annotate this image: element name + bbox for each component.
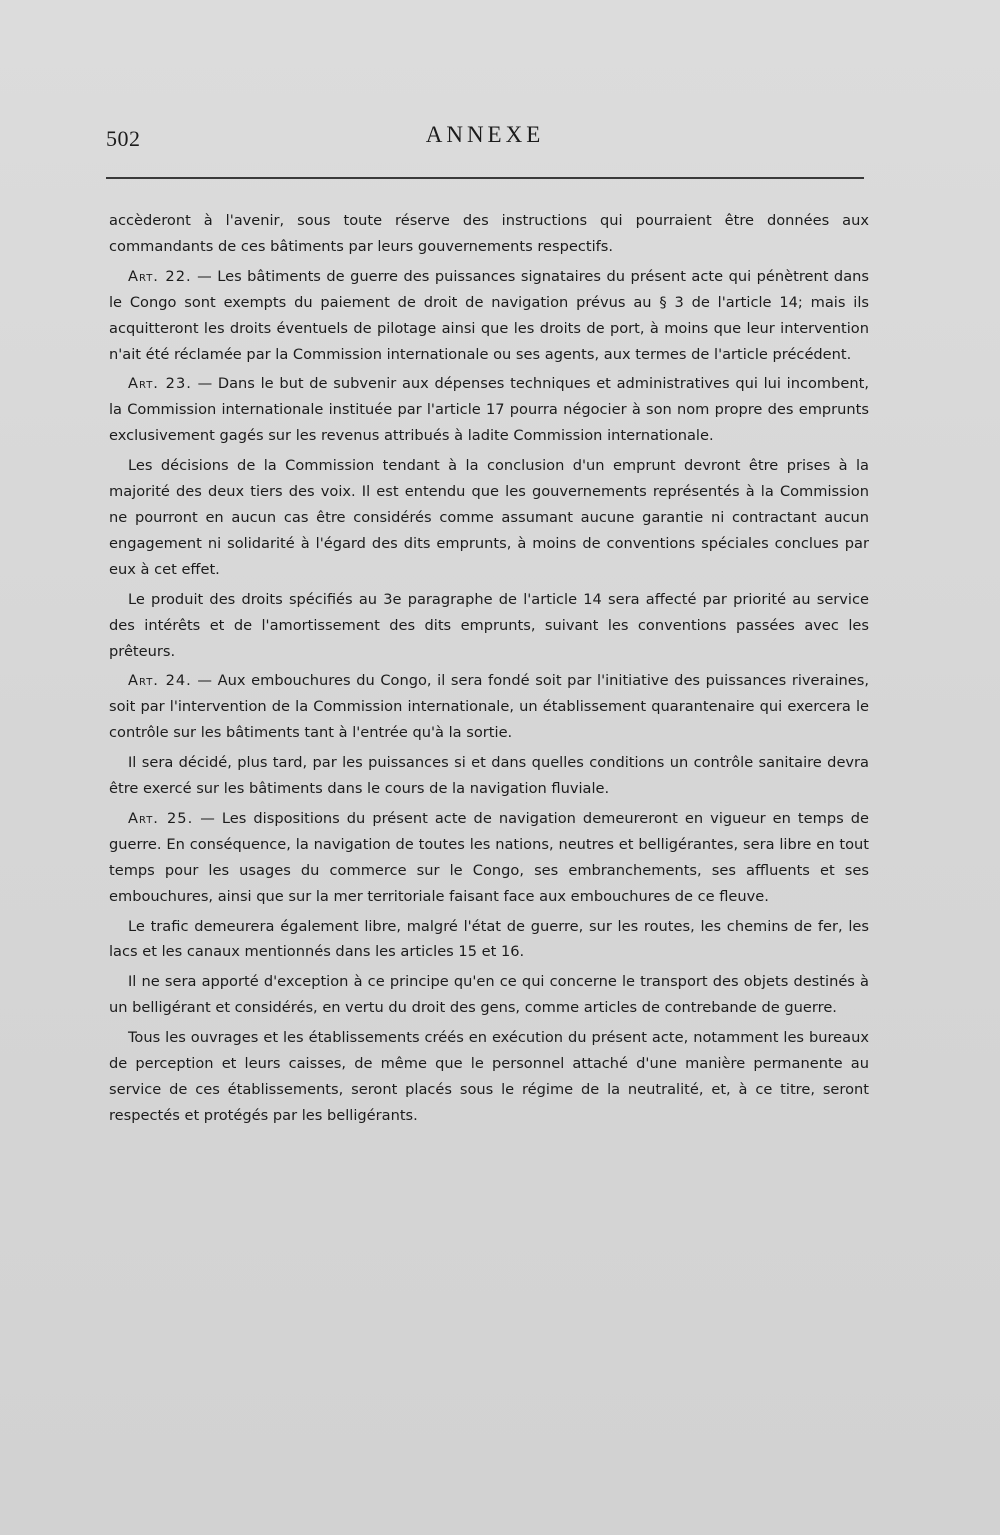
article-25-label: Art. 25. (128, 809, 194, 827)
paragraph-ouvrages: Tous les ouvrages et les établissements créés en exécution du présent acte, notamment les bureaux de perception et leurs caisses, de même que le personnel attaché d'une manière permanente au service de ces établissements, seront placés sous le régime de la neutralité, et, à ce titre, seront respectés et protégés par les belligérants. (109, 1029, 869, 1124)
page-header (106, 118, 864, 158)
article-25 (109, 806, 869, 910)
article-23 (109, 371, 869, 449)
running-title: ANNEXE (425, 122, 545, 147)
body-text (109, 208, 869, 1133)
article-25-text: — Les dispositions du présent acte de navigation demeureront en vigueur en temps de guerre. En conséquence, la navigation de toutes les nations, neutres et belligérantes, sera libre en tout temps pour les usages du commerce sur le Congo, ses embranchements, ses affluents et ses embouchures, ainsi que sur la mer territoriale faisant face aux embouchures de ce fleuve. (109, 809, 869, 905)
article-23-text: — Dans le but de subvenir aux dépenses techniques et administratives qui lui incombent, la Commission internationale instituée par l'article 17 pourra négocier à son nom propre des emprunts exclusivement gagés sur les revenus attribués à ladite Commission internationale. (109, 375, 869, 445)
header-rule (106, 177, 864, 179)
paragraph-continuation: accèderont à l'avenir, sous toute réserve des instructions qui pourraient être données aux commandants de ces bâtiments par leurs gouvernements respectifs. (109, 212, 869, 255)
paragraph-sanitaire: Il sera décidé, plus tard, par les puissances si et dans quelles conditions un contrôle sanitaire devra être exercé sur les bâtiments dans le cours de la navigation fluviale. (109, 754, 869, 798)
article-24-text: — Aux embouchures du Congo, il sera fondé soit par l'initiative des puissances riveraines, soit par l'intervention de la Commission internationale, un établissement quarantenaire qui exercera le contrôle sur les bâtiments tant à l'entrée qu'à la sortie. (109, 672, 869, 742)
paragraph-trafic: Le trafic demeurera également libre, malgré l'état de guerre, sur les routes, les chemins de fer, les lacs et les canaux mentionnés dans les articles 15 et 16. (109, 917, 869, 961)
article-22-label: Art. 22. (128, 267, 192, 285)
page-number: 502 (106, 126, 141, 151)
article-24-label: Art. 24. (128, 672, 192, 690)
paragraph-produit: Le produit des droits spécifiés au 3e paragraphe de l'article 14 sera affecté par priorité au service des intérêts et de l'amortissement des dits emprunts, suivant les conventions passées avec les prêteurs. (109, 590, 869, 660)
article-24 (109, 668, 869, 746)
article-22 (109, 264, 869, 368)
paragraph-exception: Il ne sera apporté d'exception à ce principe qu'en ce qui concerne le transport des objets destinés à un belligérant et considérés, en vertu du droit des gens, comme articles de contrebande de guerre. (109, 973, 869, 1017)
article-22-text: — Les bâtiments de guerre des puissances signataires du présent acte qui pénètrent dans le Congo sont exempts du paiement de droit de navigation prévus au § 3 de l'article 14; mais ils acquitteront les droits éventuels de pilotage ainsi que les droits de port, à moins que leur intervention n'ait été réclamée par la Commission internationale ou ses agents, aux termes de l'article précédent. (109, 267, 869, 363)
paragraph-decisions: Les décisions de la Commission tendant à la conclusion d'un emprunt devront être prises à la majorité des deux tiers des voix. Il est entendu que les gouvernements représentés à la Commission ne pourront en aucun cas être considérés comme assumant aucune garantie ni contractant aucun engagement ni solidarité à l'égard des dits emprunts, à moins de conventions spéciales conclues par eux à cet effet. (109, 457, 869, 578)
article-23-label: Art. 23. (128, 375, 192, 393)
